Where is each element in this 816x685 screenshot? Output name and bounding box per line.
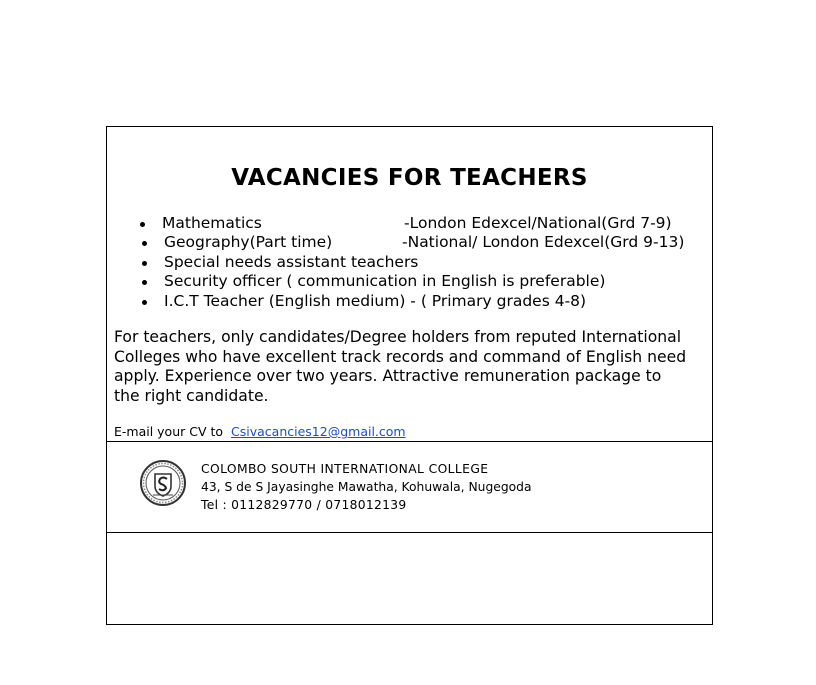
email-link[interactable]: Csivacancies12@gmail.com	[231, 424, 406, 439]
position-label: I.C.T Teacher (English medium) - ( Primary grades 4-8)	[164, 292, 587, 310]
college-phone: Tel : 0112829770 / 0718012139	[201, 498, 407, 512]
position-label: Special needs assistant teachers	[164, 253, 419, 271]
paragraph-line: Colleges who have excellent track records and command of English need	[114, 347, 687, 366]
ad-title: VACANCIES FOR TEACHERS	[231, 165, 588, 191]
bullet-icon	[142, 280, 147, 285]
paragraph-line: For teachers, only candidates/Degree holders from reputed International	[114, 328, 682, 346]
email-prompt: E-mail your CV to	[114, 424, 224, 439]
college-name: COLOMBO SOUTH INTERNATIONAL COLLEGE	[201, 462, 489, 476]
section-divider	[107, 532, 712, 533]
bullet-icon	[142, 261, 147, 266]
bullet-icon	[142, 241, 147, 246]
position-label: Security officer ( communication in English is preferable)	[164, 272, 606, 290]
email-row	[114, 424, 406, 439]
college-crest-icon	[139, 459, 189, 507]
paragraph-line: the right candidate.	[114, 386, 269, 405]
position-detail: -National/ London Edexcel(Grd 9-13)	[402, 233, 685, 251]
bullet-icon	[140, 222, 145, 227]
bullet-icon	[142, 300, 147, 305]
section-divider	[107, 441, 712, 442]
college-address: 43, S de S Jayasinghe Mawatha, Kohuwala, Nugegoda	[201, 480, 532, 494]
requirements-paragraph	[114, 328, 706, 406]
position-label: Mathematics	[162, 214, 262, 232]
position-label: Geography(Part time)	[164, 233, 333, 251]
paragraph-line: apply. Experience over two years. Attractive remuneration package to	[114, 367, 662, 385]
advertisement-box	[106, 126, 713, 625]
position-detail: -London Edexcel/National(Grd 7-9)	[404, 214, 672, 232]
